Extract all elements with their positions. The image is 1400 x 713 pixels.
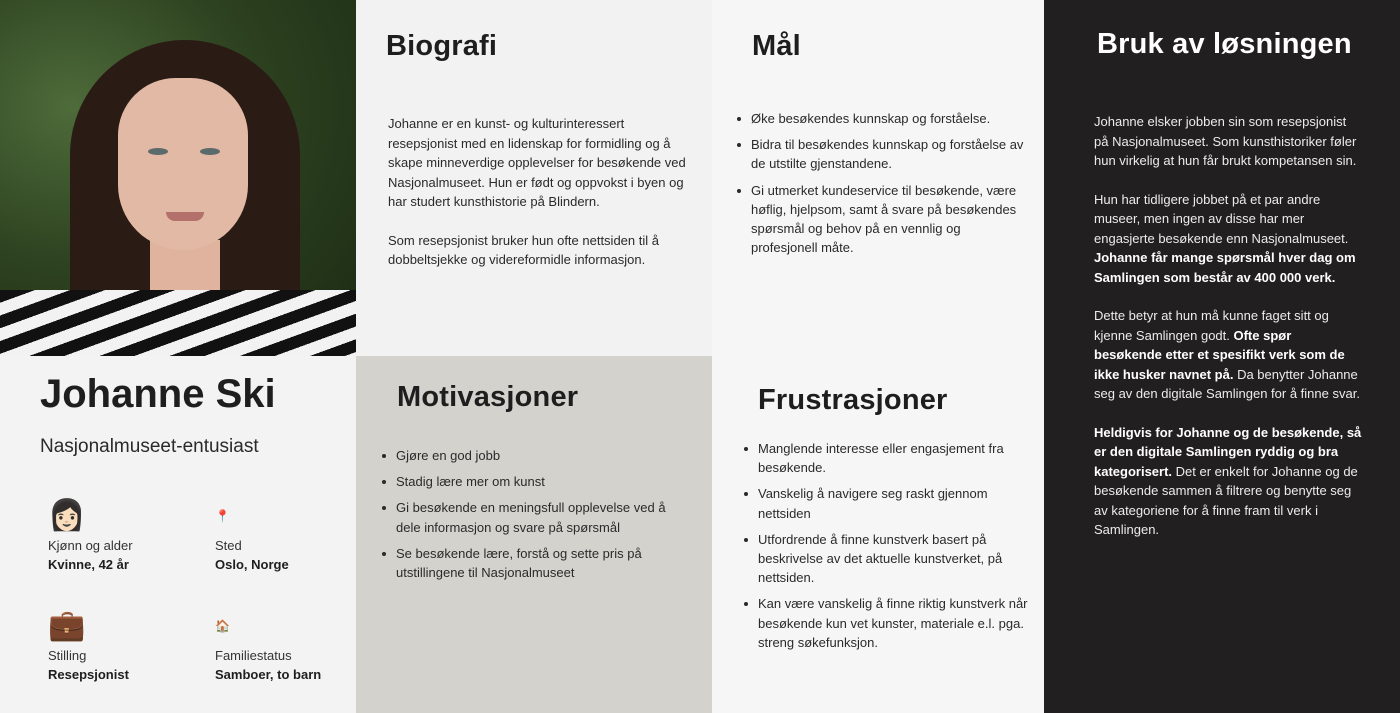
photo-mouth <box>166 212 204 221</box>
list-item: Gi utmerket kundeservice til besøkende, være høflig, hjelpsom, samt å svare på besøkendes spørsmål og behov på en vennlig og profesjonell måte. <box>737 181 1027 258</box>
profile-card <box>0 356 356 713</box>
frustrations-section <box>712 356 1044 713</box>
usage-text-plain: Hun har tidligere jobbet på et par andre museer, men ingen av disse har mer engasjerte besøkende enn Nasjonalmuseet. <box>1094 191 1349 246</box>
fact-label: Sted <box>215 538 242 553</box>
list-item: Manglende interesse eller engasjement fra besøkende. <box>744 439 1034 477</box>
goals-list <box>737 109 1027 264</box>
list-item: Bidra til besøkendes kunnskap og forståelse av de utstilte gjenstandene. <box>737 135 1027 173</box>
fact-value: Kvinne, 42 år <box>48 557 129 572</box>
persona-name: Johanne Ski <box>40 372 276 416</box>
list-item: Utfordrende å finne kunstverk basert på beskrivelse av det aktuelle kunstverket, på nettsiden. <box>744 530 1034 588</box>
fact-family-status <box>215 608 356 682</box>
briefcase-icon: 💼 <box>48 608 86 643</box>
usage-paragraph <box>1094 306 1362 404</box>
biography-paragraph: Johanne er en kunst- og kulturinteressert resepsjonist med en lidenskap for formidling og å skape minneverdige opplevelser for besøkende ved Nasjonalmuseet. Hun er født og oppvokst i byen og har studert kunsthistorie på Blindern. <box>388 116 686 209</box>
usage-paragraph <box>1094 423 1362 540</box>
usage-text <box>1094 112 1362 540</box>
fact-label: Familiestatus <box>215 648 292 663</box>
photo-striped-shirt <box>0 290 356 356</box>
biography-text <box>388 114 688 270</box>
motivations-list <box>382 446 682 589</box>
usage-text-plain: Det er enkelt for Johanne og de besøkende sammen å filtrere og benytte seg av kategoriene for å finne fram til verk i Samlingen. <box>1094 463 1358 537</box>
usage-paragraph: Johanne elsker jobben sin som resepsjonist på Nasjonalmuseet. Som kunsthistoriker føler hun virkelig at hun får brukt kompetansen sin. <box>1094 114 1357 168</box>
profile-photo <box>0 0 356 356</box>
list-item: Vanskelig å navigere seg raskt gjennom nettsiden <box>744 484 1034 522</box>
biography-section <box>356 0 712 356</box>
fact-position <box>48 608 198 682</box>
frustrations-list <box>744 439 1034 659</box>
motivations-title: Motivasjoner <box>397 381 579 413</box>
biography-title: Biografi <box>386 30 498 62</box>
fact-value: Samboer, to barn <box>215 667 322 682</box>
goals-title: Mål <box>752 30 801 62</box>
usage-text-bold: Ofte spør besøkende etter et spesifikt verk som de ikke husker navnet på. <box>1094 327 1345 382</box>
photo-eye-right <box>200 148 220 155</box>
persona-subtitle: Nasjonalmuseet-entusiast <box>40 436 259 457</box>
house-icon: 🏠 <box>215 619 230 633</box>
usage-title: Bruk av løsningen <box>1097 28 1352 60</box>
usage-text-bold: Heldigvis for Johanne og de besøkende, så er den digitale Samlingen ryddig og bra kategorisert. <box>1094 424 1362 479</box>
list-item: Se besøkende lære, forstå og sette pris på utstillingene til Nasjonalmuseet <box>382 544 682 582</box>
fact-value: Resepsjonist <box>48 667 129 682</box>
list-item: Øke besøkendes kunnskap og forståelse. <box>737 109 1027 128</box>
fact-label: Stilling <box>48 648 87 663</box>
motivations-section <box>356 356 712 713</box>
fact-label: Kjønn og alder <box>48 538 133 553</box>
usage-text-plain: Da benytter Johanne seg av den digitale Samlingen for å finne svar. <box>1094 366 1360 401</box>
fact-gender-age <box>48 498 198 572</box>
woman-emoji-icon: 👩🏻 <box>48 498 86 533</box>
list-item: Stadig lære mer om kunst <box>382 472 682 491</box>
photo-eye-left <box>148 148 168 155</box>
usage-text-plain: Dette betyr at hun må kunne faget sitt og kjenne Samlingen godt. <box>1094 308 1329 343</box>
list-item: Gjøre en god jobb <box>382 446 682 465</box>
photo-face <box>118 78 248 250</box>
frustrations-title: Frustrasjoner <box>758 384 948 416</box>
list-item: Kan være vanskelig å finne riktig kunstverk når besøkende kun vet kunster, materiale e.l. pga. streng søkefunksjon. <box>744 594 1034 652</box>
usage-paragraph <box>1094 190 1362 288</box>
fact-location <box>215 498 356 572</box>
biography-paragraph: Som resepsjonist bruker hun ofte nettsiden til å dobbeltsjekke og videreformidle informasjon. <box>388 232 659 267</box>
goals-section <box>712 0 1044 356</box>
list-item: Gi besøkende en meningsfull opplevelse ved å dele informasjon og svare på spørsmål <box>382 498 682 536</box>
usage-text-bold: Johanne får mange spørsmål hver dag om Samlingen som består av 400 000 verk. <box>1094 250 1356 285</box>
fact-value: Oslo, Norge <box>215 557 289 572</box>
pin-icon: 📍 <box>215 509 230 523</box>
usage-section <box>1044 0 1400 713</box>
